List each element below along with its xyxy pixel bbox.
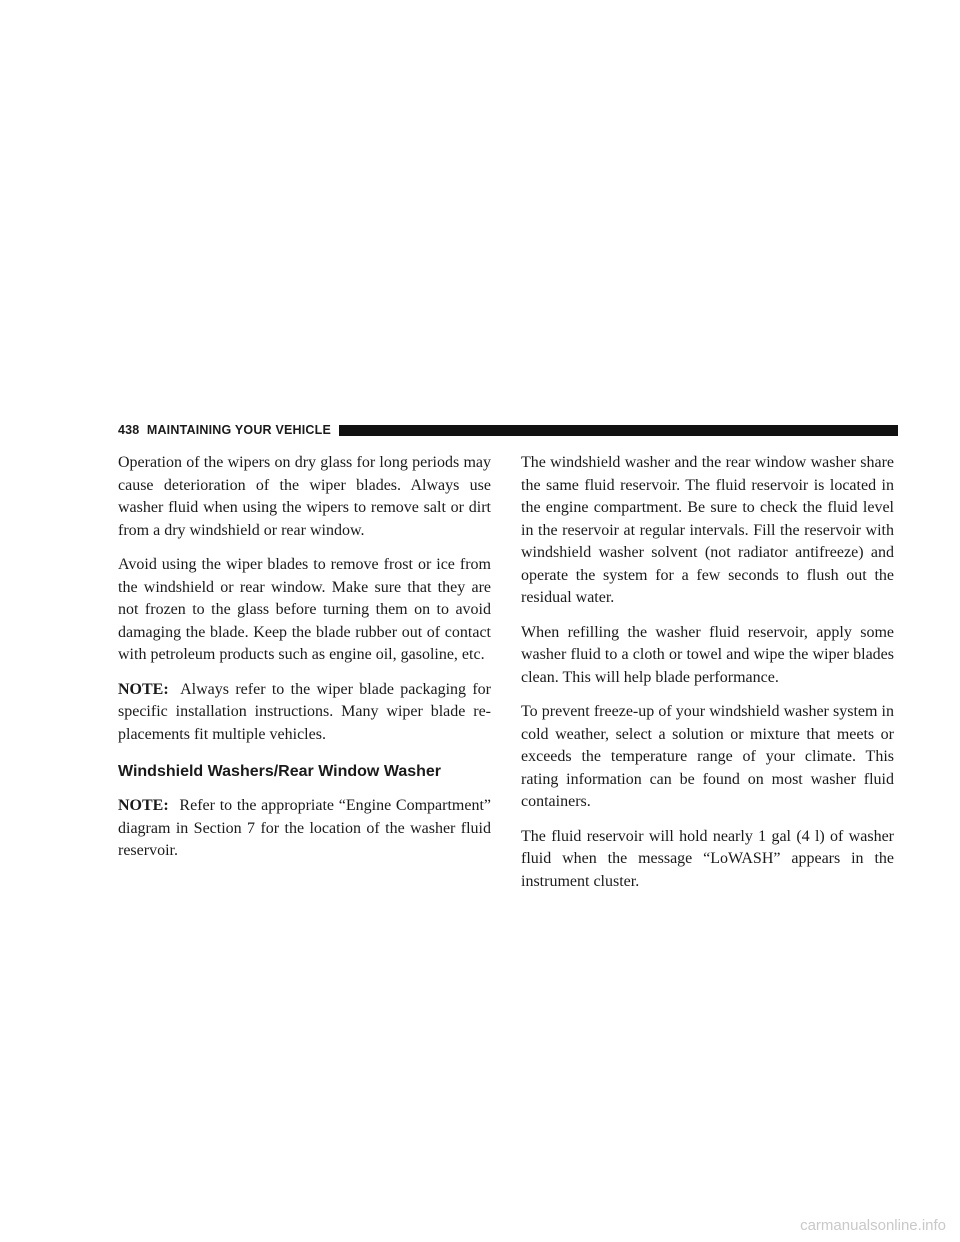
note-label: NOTE: (118, 680, 169, 698)
page-number: 438 (118, 423, 140, 437)
note-label: NOTE: (118, 797, 169, 814)
footer-watermark: carmanualsonline.info (800, 1217, 946, 1234)
note-text: Refer to the appropriate “Engine Compartment” diagram in Section 7 for the location of the washer fluid reservoir. (118, 797, 492, 859)
paragraph: Operation of the wipers on dry glass for long periods may cause deterioration of the wiper blades. Always use washer fluid when using the wipers to remove salt or dirt from a dry windshield or rear window. (118, 454, 491, 539)
page-header (118, 420, 898, 440)
paragraph: The windshield washer and the rear window washer share the same fluid reservoir. The fluid reservoir is located in the engine compartment. Be sure to check the fluid level in the reservoir at regular intervals. Fill the reservoir with windshield washer solvent (not radiator antifreeze) and operate the system for a few seconds to flush out the residual water. (521, 454, 894, 606)
paragraph: When refilling the washer fluid reservoir, apply some washer fluid to a cloth or towel and wipe the wiper blades clean. This will help blade performance. (521, 623, 894, 686)
note-paragraph (118, 795, 491, 863)
section-title: MAINTAINING YOUR VEHICLE (146, 423, 332, 437)
note-paragraph (118, 679, 491, 747)
paragraph: To prevent freeze-up of your windshield washer system in cold weather, select a solution or mixture that meets or exceeds the temperature range of your climate. This rating information can be found on most washer fluid containers. (521, 703, 894, 810)
paragraph: Avoid using the wiper blades to remove frost or ice from the windshield or rear window. Make sure that they are not frozen to the glass before turning them on to avoid damaging the blade. Keep the blade rubber out of contact with petroleum products such as engine oil, gasoline, etc. (118, 556, 491, 663)
note-text: Always refer to the wiper blade packaging for specific installation instructions. Many wiper blade re-placements fit multiple vehicles. (118, 680, 491, 743)
right-column (521, 452, 894, 905)
paragraph: The fluid reservoir will hold nearly 1 gal (4 l) of washer fluid when the message “LoWASH” appears in the instrument cluster. (521, 827, 894, 890)
page-header-text (118, 423, 331, 437)
left-column (118, 452, 491, 875)
section-subheading: Windshield Washers/Rear Window Washer (118, 763, 442, 780)
header-rule-bar (339, 425, 898, 436)
